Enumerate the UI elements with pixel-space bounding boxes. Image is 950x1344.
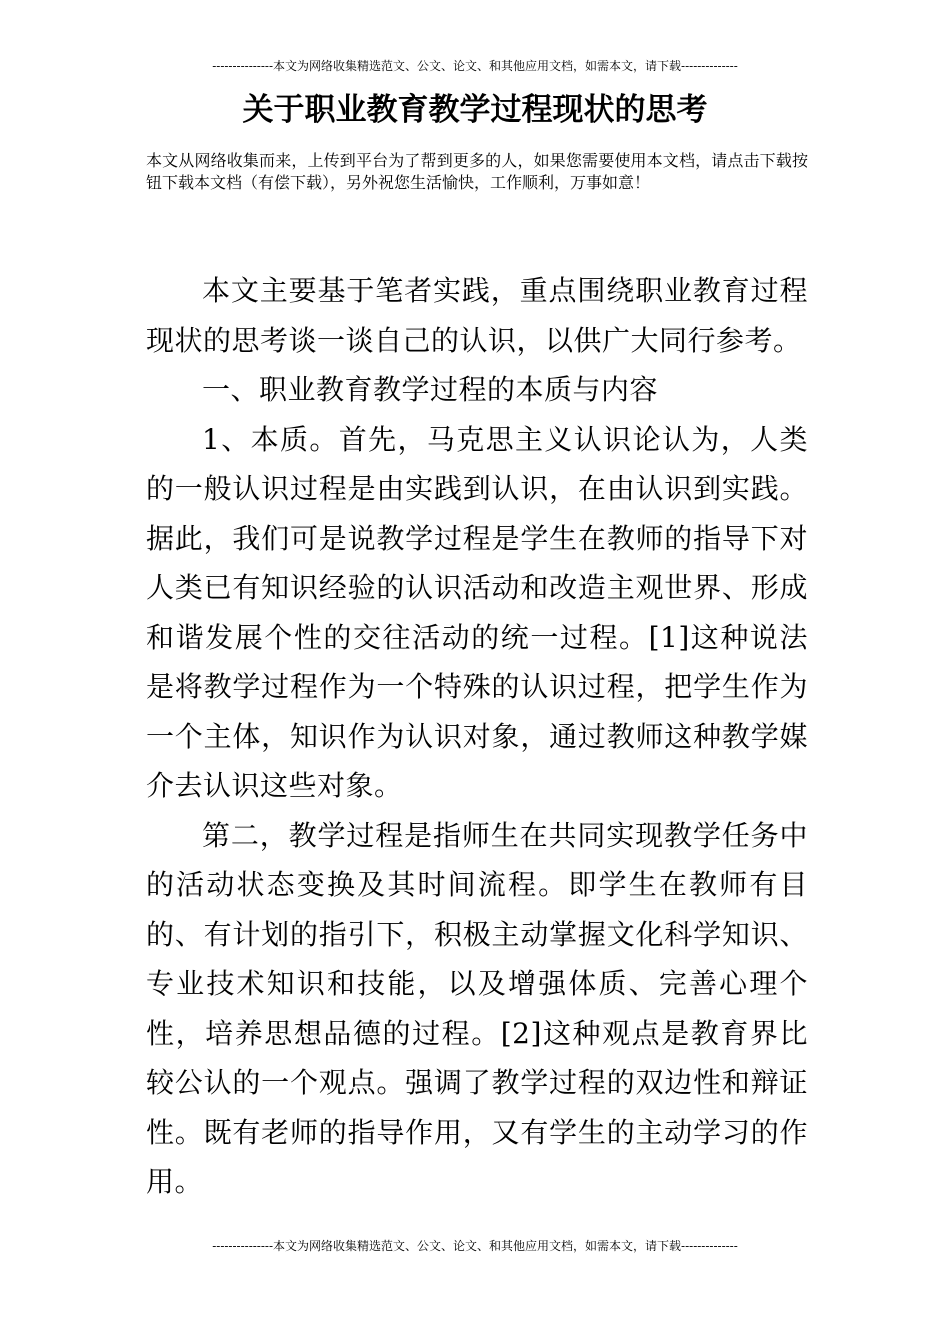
paragraph-second: 第二，教学过程是指师生在共同实现教学任务中的活动状态变换及其时间流程。即学生在教师有目的、有计划的指引下，积极主动掌握文化科学知识、专业技术知识和技能，以及增强体质、完善心理个性，培养思想品德的过程。[2]这种观点是教育界比较公认的一个观点。强调了教学过程的双边性和辩证性。既有老师的指导作用，又有学生的主动学习的作用。 [146,818,808,1198]
document-title: 关于职业教育教学过程现状的思考 [242,92,708,128]
paragraph-essence: 1、本质。首先，马克思主义认识论认为，人类的一般认识过程是由实践到认识，在由认识到实践。据此，我们可是说教学过程是学生在教师的指导下对人类已有知识经验的认识活动和改造主观世界、形成和谐发展个性的交往活动的统一过程。[1]这种说法是将教学过程作为一个特殊的认识过程，把学生作为一个主体，知识作为认识对象，通过教师这种教学媒介去认识这些对象。 [146,422,808,802]
page-header-banner: ---------------本文为网络收集精选范文、公文、论文、和其他应用文档，如需本文，请下载-------------- [212,59,738,73]
paragraph-intro: 本文主要基于笔者实践，重点围绕职业教育过程现状的思考谈一谈自己的认识，以供广大同行参考。 [146,274,808,357]
download-notice: 本文从网络收集而来，上传到平台为了帮到更多的人，如果您需要使用本文档，请点击下载按钮下载本文档（有偿下载），另外祝您生活愉快，工作顺利，万事如意！ [146,151,808,192]
document-body [146,266,808,1207]
page-footer-banner: ---------------本文为网络收集精选范文、公文、论文、和其他应用文档，如需本文，请下载-------------- [212,1239,738,1253]
section-heading: 一、职业教育教学过程的本质与内容 [202,373,659,406]
